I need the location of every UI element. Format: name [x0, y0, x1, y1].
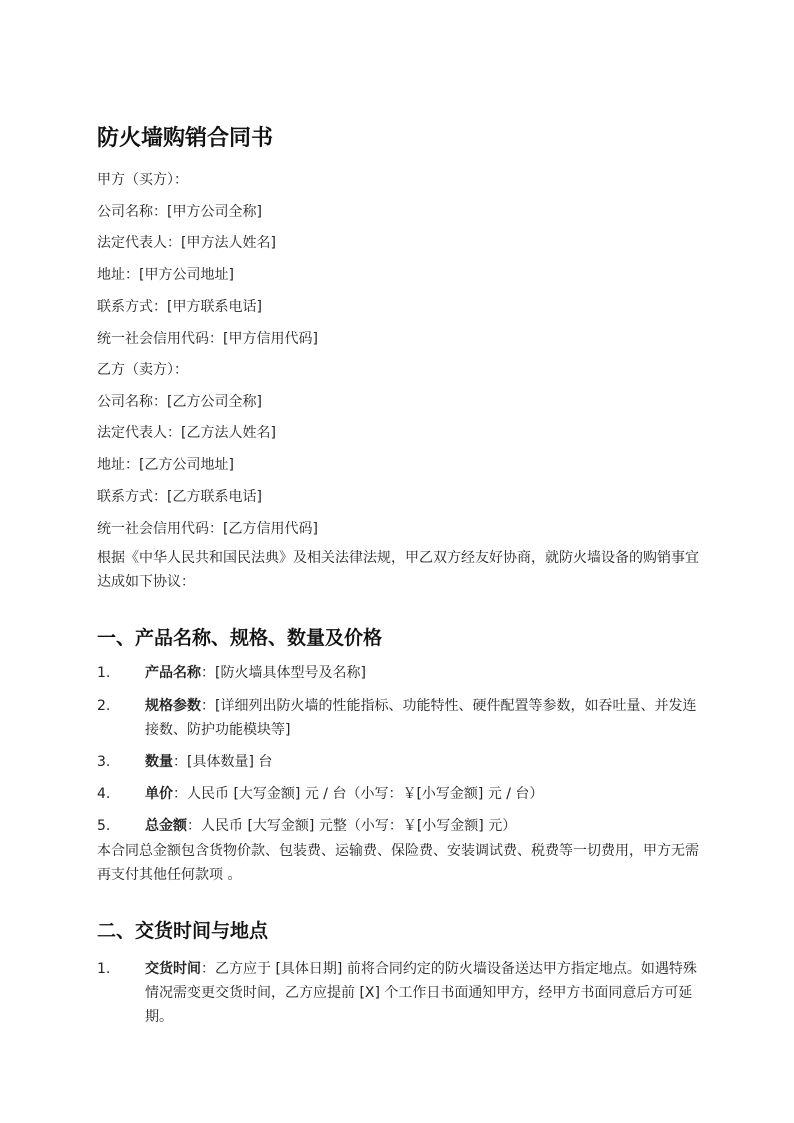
party-a-contact: 联系方式：[甲方联系电话]: [97, 299, 262, 315]
party-a-legal-rep: 法定代表人：[甲方法人姓名]: [97, 235, 276, 251]
list-item-text: ：[防火墙具体型号及名称]: [201, 665, 366, 681]
list-item: [97, 957, 707, 1029]
section-1-note: 本合同总金额包含货物价款、包装费、运输费、保险费、安装调试费、税费等一切费用，甲方无需再支付其他任何款项 。: [97, 843, 699, 883]
list-item-text: ：乙方应于 [具体日期] 前将合同约定的防火墙设备送达甲方指定地点。如遇特殊情况需变更交货时间，乙方应提前 [X] 个工作日书面通知甲方，经甲方书面同意后方可延期。: [145, 961, 697, 1025]
document-title: 防火墙购销合同书: [97, 126, 274, 151]
party-b-contact: 联系方式：[乙方联系电话]: [97, 489, 262, 505]
party-b-block: [97, 360, 707, 539]
list-item-label: 产品名称: [145, 665, 201, 681]
list-item: [97, 750, 707, 774]
list-item-text: ：人民币 [大写金额] 元 / 台（小写：￥[小写金额] 元 / 台）: [173, 786, 544, 802]
list-item-label: 单价: [145, 786, 173, 802]
list-item: [97, 661, 707, 685]
list-item-text: ：人民币 [大写金额] 元整（小写：￥[小写金额] 元）: [187, 818, 517, 834]
list-item-text: ：[详细列出防火墙的性能指标、功能特性、硬件配置等参数，如吞吐量、并发连接数、防护功能模块等]: [145, 698, 697, 738]
list-item-number: 3.: [97, 754, 111, 770]
list-item-number: 4.: [97, 786, 111, 802]
party-a-heading: 甲方（买方）：: [97, 172, 188, 188]
contract-document: [97, 122, 707, 1029]
party-a-address: 地址：[甲方公司地址]: [97, 267, 234, 283]
section-1-heading: 一、产品名称、规格、数量及价格: [97, 627, 383, 649]
party-b-heading: 乙方（卖方）：: [97, 362, 188, 378]
list-item-label: 规格参数: [145, 698, 201, 714]
intro-paragraph: 根据《中华人民共和国民法典》及相关法律法规，甲乙双方经友好协商，就防火墙设备的购销事宜达成如下协议：: [97, 550, 699, 590]
list-item: [97, 814, 707, 838]
party-a-company: 公司名称：[甲方公司全称]: [97, 204, 262, 220]
section-1-list: [97, 661, 707, 838]
list-item-number: 5.: [97, 818, 111, 834]
list-item-label: 交货时间: [145, 961, 201, 977]
party-a-block: [97, 170, 707, 349]
party-b-legal-rep: 法定代表人：[乙方法人姓名]: [97, 425, 276, 441]
list-item-label: 数量: [145, 754, 173, 770]
section-2-list: [97, 957, 707, 1029]
party-b-address: 地址：[乙方公司地址]: [97, 457, 234, 473]
list-item-number: 2.: [97, 698, 111, 714]
party-b-credit-code: 统一社会信用代码：[乙方信用代码]: [97, 521, 318, 537]
list-item-number: 1.: [97, 665, 111, 681]
list-item-number: 1.: [97, 961, 111, 977]
list-item: [97, 782, 707, 806]
list-item: [97, 694, 707, 742]
section-2-heading: 二、交货时间与地点: [97, 920, 269, 942]
list-item-text: ：[具体数量] 台: [173, 754, 273, 770]
list-item-label: 总金额: [145, 818, 187, 834]
party-b-company: 公司名称：[乙方公司全称]: [97, 394, 262, 410]
party-a-credit-code: 统一社会信用代码：[甲方信用代码]: [97, 331, 318, 347]
